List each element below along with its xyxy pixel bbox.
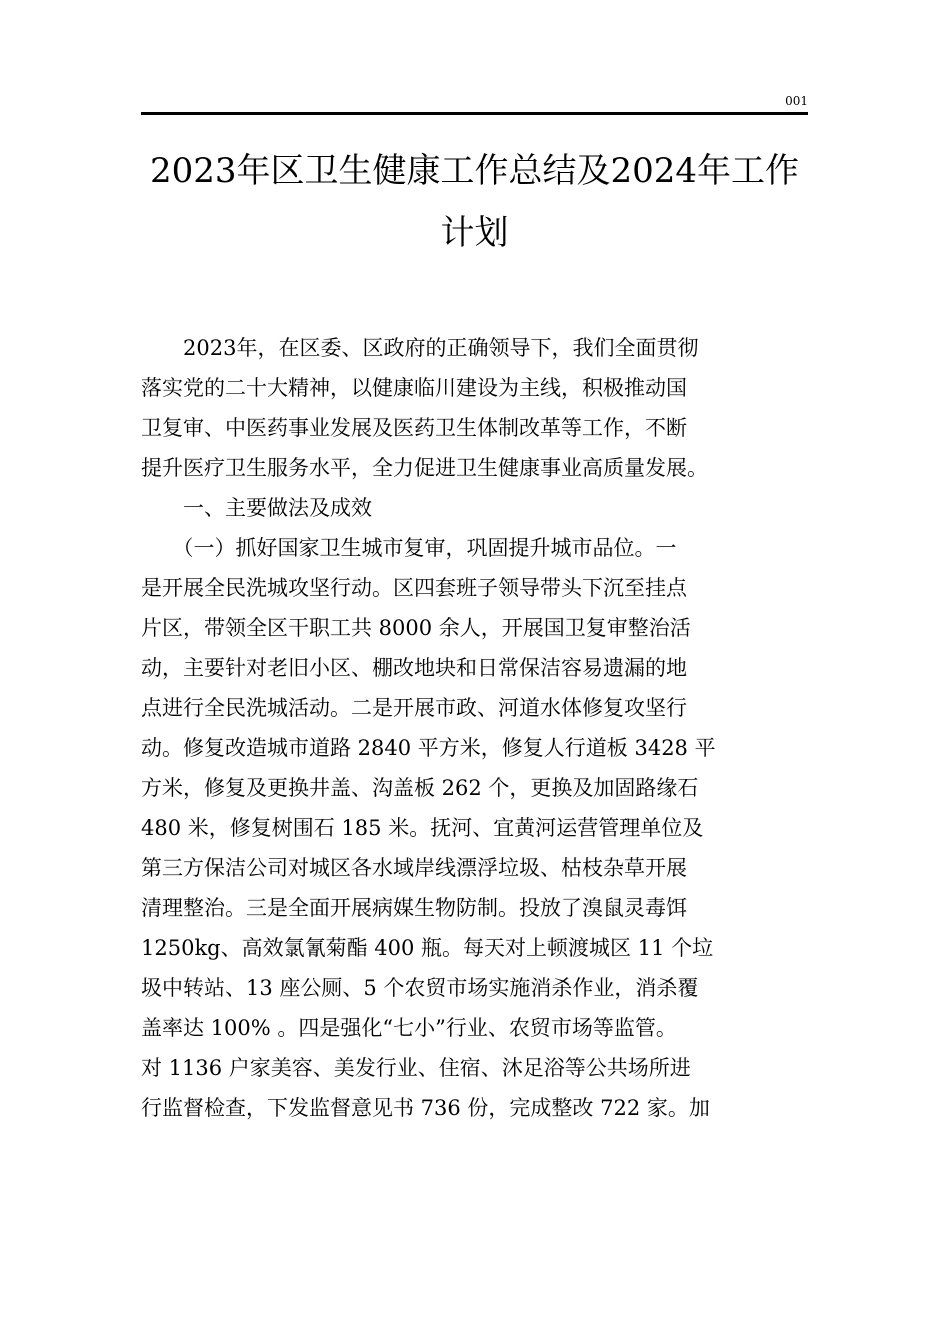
text-line: 动，主要针对老旧小区、棚改地块和日常保洁容易遗漏的地 [141,656,687,680]
text-line: 是开展全民洗城攻坚行动。区四套班子领导带头下沉至挂点 [141,576,687,600]
text-line: 落实党的二十大精神，以健康临川建设为主线，积极推动国 [141,376,687,400]
text-line: 第三方保洁公司对城区各水域岸线漂浮垃圾、枯枝杂草开展 [141,856,687,880]
document-body [141,328,821,1128]
text-line: 点进行全民洗城活动。二是开展市政、河道水体修复攻坚行 [141,696,687,720]
text-line: 清理整治。三是全面开展病媒生物防制。投放了溴鼠灵毒饵 [141,896,687,920]
text-line: 卫复审、中医药事业发展及医药卫生体制改革等工作，不断 [141,416,687,440]
section-heading [141,488,821,528]
page-number: 001 [785,94,808,108]
text-line: （一）抓好国家卫生城市复审，巩固提升城市品位。一 [141,536,677,560]
text-line: 盖率达 100% 。四是强化“七小”行业、农贸市场等监管。 [141,1016,677,1040]
text-line: 动。修复改造城市道路 2840 平方米，修复人行道板 3428 平 [141,736,716,760]
text-line: 片区，带领全区干职工共 8000 余人，开展国卫复审整治活 [141,616,691,640]
header-rule [141,112,808,115]
text-line: 行监督检查，下发监督意见书 736 份，完成整改 722 家。加 [141,1096,710,1120]
text-line: 对 1136 户家美容、美发行业、住宿、沐足浴等公共场所进 [141,1056,691,1080]
text-line: 提升医疗卫生服务水平，全力促进卫生健康事业高质量发展。 [141,456,708,480]
paragraph-section-1 [141,528,821,1128]
text-line: 一、主要做法及成效 [141,496,372,520]
text-line: 2023年，在区委、区政府的正确领导下，我们全面贯彻 [141,336,699,360]
document-title [141,140,808,264]
text-line: 圾中转站、13 座公厕、5 个农贸市场实施消杀作业，消杀覆 [141,976,699,1000]
text-line: 方米，修复及更换井盖、沟盖板 262 个，更换及加固路缘石 [141,776,699,800]
title-line: 计划 [440,213,509,253]
text-line: 1250kg、高效氯氰菊酯 400 瓶。每天对上顿渡城区 11 个垃 [141,936,714,960]
text-line: 480 米，修复树围石 185 米。抚河、宜黄河运营管理单位及 [141,816,704,840]
title-line: 2023年区卫生健康工作总结及2024年工作 [149,151,800,191]
paragraph-intro [141,328,821,488]
